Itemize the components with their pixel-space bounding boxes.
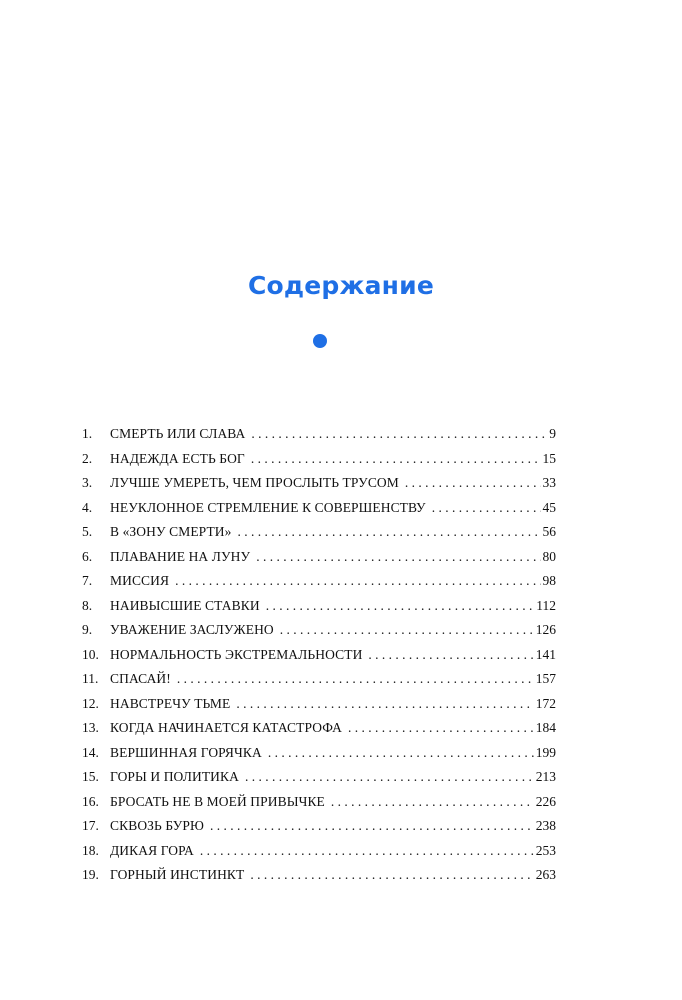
toc-entry-title: НАДЕЖДА ЕСТЬ БОГ: [110, 450, 245, 466]
toc-entry: [82, 647, 556, 672]
toc-entry: [82, 524, 556, 549]
toc-entry: [82, 794, 556, 819]
toc-entry-page: 45: [542, 499, 556, 515]
toc-dot-leader: [251, 451, 541, 467]
toc-entry-number: 2.: [82, 450, 93, 466]
toc-entry-page: 56: [542, 524, 556, 539]
toc-entry-title: ГОРНЫЙ ИНСТИНКТ: [110, 867, 245, 882]
toc-entry-title: ВЕРШИННАЯ ГОРЯЧКА: [110, 744, 262, 760]
toc-entry-page: 33: [542, 475, 556, 490]
toc-entry-number: 6.: [82, 548, 93, 564]
toc-entry: [82, 867, 556, 892]
toc-entry-number: 12.: [82, 695, 99, 711]
toc-entry-number: 14.: [82, 744, 99, 760]
toc-entry-number: 1.: [82, 426, 93, 441]
toc-entry-number: 15.: [82, 769, 99, 784]
toc-entry-number: 16.: [82, 793, 99, 809]
toc-entry-page: 184: [535, 720, 556, 735]
toc-entry-title: КОГДА НАЧИНАЕТСЯ КАТАСТРОФА: [110, 720, 343, 735]
toc-entry-title: БРОСАТЬ НЕ В МОЕЙ ПРИВЫЧКЕ: [110, 793, 325, 809]
toc-entry-title: МИССИЯ: [110, 573, 170, 588]
toc-entry-page: 238: [535, 818, 556, 833]
toc-entry-number: 13.: [82, 720, 99, 735]
toc-dot-leader: [266, 598, 535, 614]
toc-entry-title: ПЛАВАНИЕ НА ЛУНУ: [110, 548, 251, 564]
toc-entry: [82, 745, 556, 770]
toc-dot-leader: [405, 475, 541, 491]
decorative-dot: [313, 334, 327, 348]
toc-entry-title: ЛУЧШЕ УМЕРЕТЬ, ЧЕМ ПРОСЛЫТЬ ТРУСОМ: [110, 475, 399, 490]
toc-entry-title: СПАСАЙ!: [110, 671, 171, 686]
toc-entry-number: 18.: [82, 842, 99, 858]
toc-entry-page: 98: [542, 573, 556, 588]
toc-dot-leader: [245, 769, 534, 785]
toc-dot-leader: [256, 549, 540, 565]
toc-entry: [82, 500, 556, 525]
toc-entry-number: 17.: [82, 818, 99, 833]
toc-dot-leader: [432, 500, 541, 516]
toc-dot-leader: [238, 524, 541, 540]
toc-entry-title: ГОРЫ И ПОЛИТИКА: [110, 769, 239, 784]
page-title: Содержание: [247, 270, 435, 300]
toc-entry-title: ДИКАЯ ГОРА: [110, 842, 194, 858]
toc-entry-number: 19.: [82, 867, 99, 882]
toc-entry: [82, 843, 556, 868]
toc-entry-page: 157: [535, 671, 556, 686]
toc-entry-number: 5.: [82, 524, 93, 539]
toc-dot-leader: [348, 720, 534, 736]
toc-dot-leader: [250, 867, 533, 883]
toc-entry-number: 7.: [82, 573, 93, 588]
toc-entry: [82, 475, 556, 500]
toc-entry-page: 141: [535, 646, 556, 662]
toc-entry-number: 8.: [82, 597, 93, 613]
toc-entry: [82, 573, 556, 598]
toc-dot-leader: [236, 696, 533, 712]
toc-entry: [82, 622, 556, 647]
toc-entry-number: 10.: [82, 646, 99, 662]
toc-entry-title: УВАЖЕНИЕ ЗАСЛУЖЕНО: [110, 622, 274, 637]
toc-entry-number: 4.: [82, 499, 93, 515]
toc-entry-page: 226: [535, 793, 556, 809]
toc-entry: [82, 720, 556, 745]
toc-entry: [82, 696, 556, 721]
toc-entry-page: 9: [549, 426, 556, 441]
toc-entry-page: 263: [535, 867, 556, 882]
toc-entry: [82, 671, 556, 696]
toc-entry-page: 15: [542, 450, 556, 466]
toc-entry-page: 172: [535, 695, 556, 711]
toc-entry-title: НОРМАЛЬНОСТЬ ЭКСТРЕМАЛЬНОСТИ: [110, 646, 363, 662]
toc-dot-leader: [268, 745, 534, 761]
toc-entry-page: 253: [535, 842, 556, 858]
toc-entry-page: 213: [535, 769, 556, 784]
toc-dot-leader: [175, 573, 540, 589]
toc-dot-leader: [368, 647, 533, 663]
toc-dot-leader: [210, 818, 534, 834]
toc-entry: [82, 549, 556, 574]
toc-entry-page: 80: [542, 548, 556, 564]
toc-dot-leader: [280, 622, 534, 638]
toc-dot-leader: [200, 843, 534, 859]
toc-entry: [82, 451, 556, 476]
toc-entry-title: НАИВЫСШИЕ СТАВКИ: [110, 597, 260, 613]
toc-dot-leader: [177, 671, 534, 687]
toc-entry-number: 3.: [82, 475, 93, 490]
toc-entry-title: СКВОЗЬ БУРЮ: [110, 818, 204, 833]
toc-entry: [82, 818, 556, 843]
toc-entry-page: 112: [536, 597, 556, 613]
toc-entry-title: НЕУКЛОННОЕ СТРЕМЛЕНИЕ К СОВЕРШЕНСТВУ: [110, 499, 426, 515]
toc-entry-title: В «ЗОНУ СМЕРТИ»: [110, 524, 232, 539]
toc-entry: [82, 769, 556, 794]
toc-dot-leader: [331, 794, 534, 810]
toc-entry-number: 9.: [82, 622, 93, 637]
toc-entry-title: СМЕРТЬ ИЛИ СЛАВА: [110, 426, 246, 441]
toc-dot-leader: [251, 426, 547, 442]
toc-entry: [82, 426, 556, 451]
table-of-contents: [82, 426, 556, 892]
toc-entry-page: 199: [535, 744, 556, 760]
toc-entry-title: НАВСТРЕЧУ ТЬМЕ: [110, 695, 231, 711]
toc-entry-page: 126: [535, 622, 556, 637]
toc-entry-number: 11.: [82, 671, 99, 686]
toc-entry: [82, 598, 556, 623]
